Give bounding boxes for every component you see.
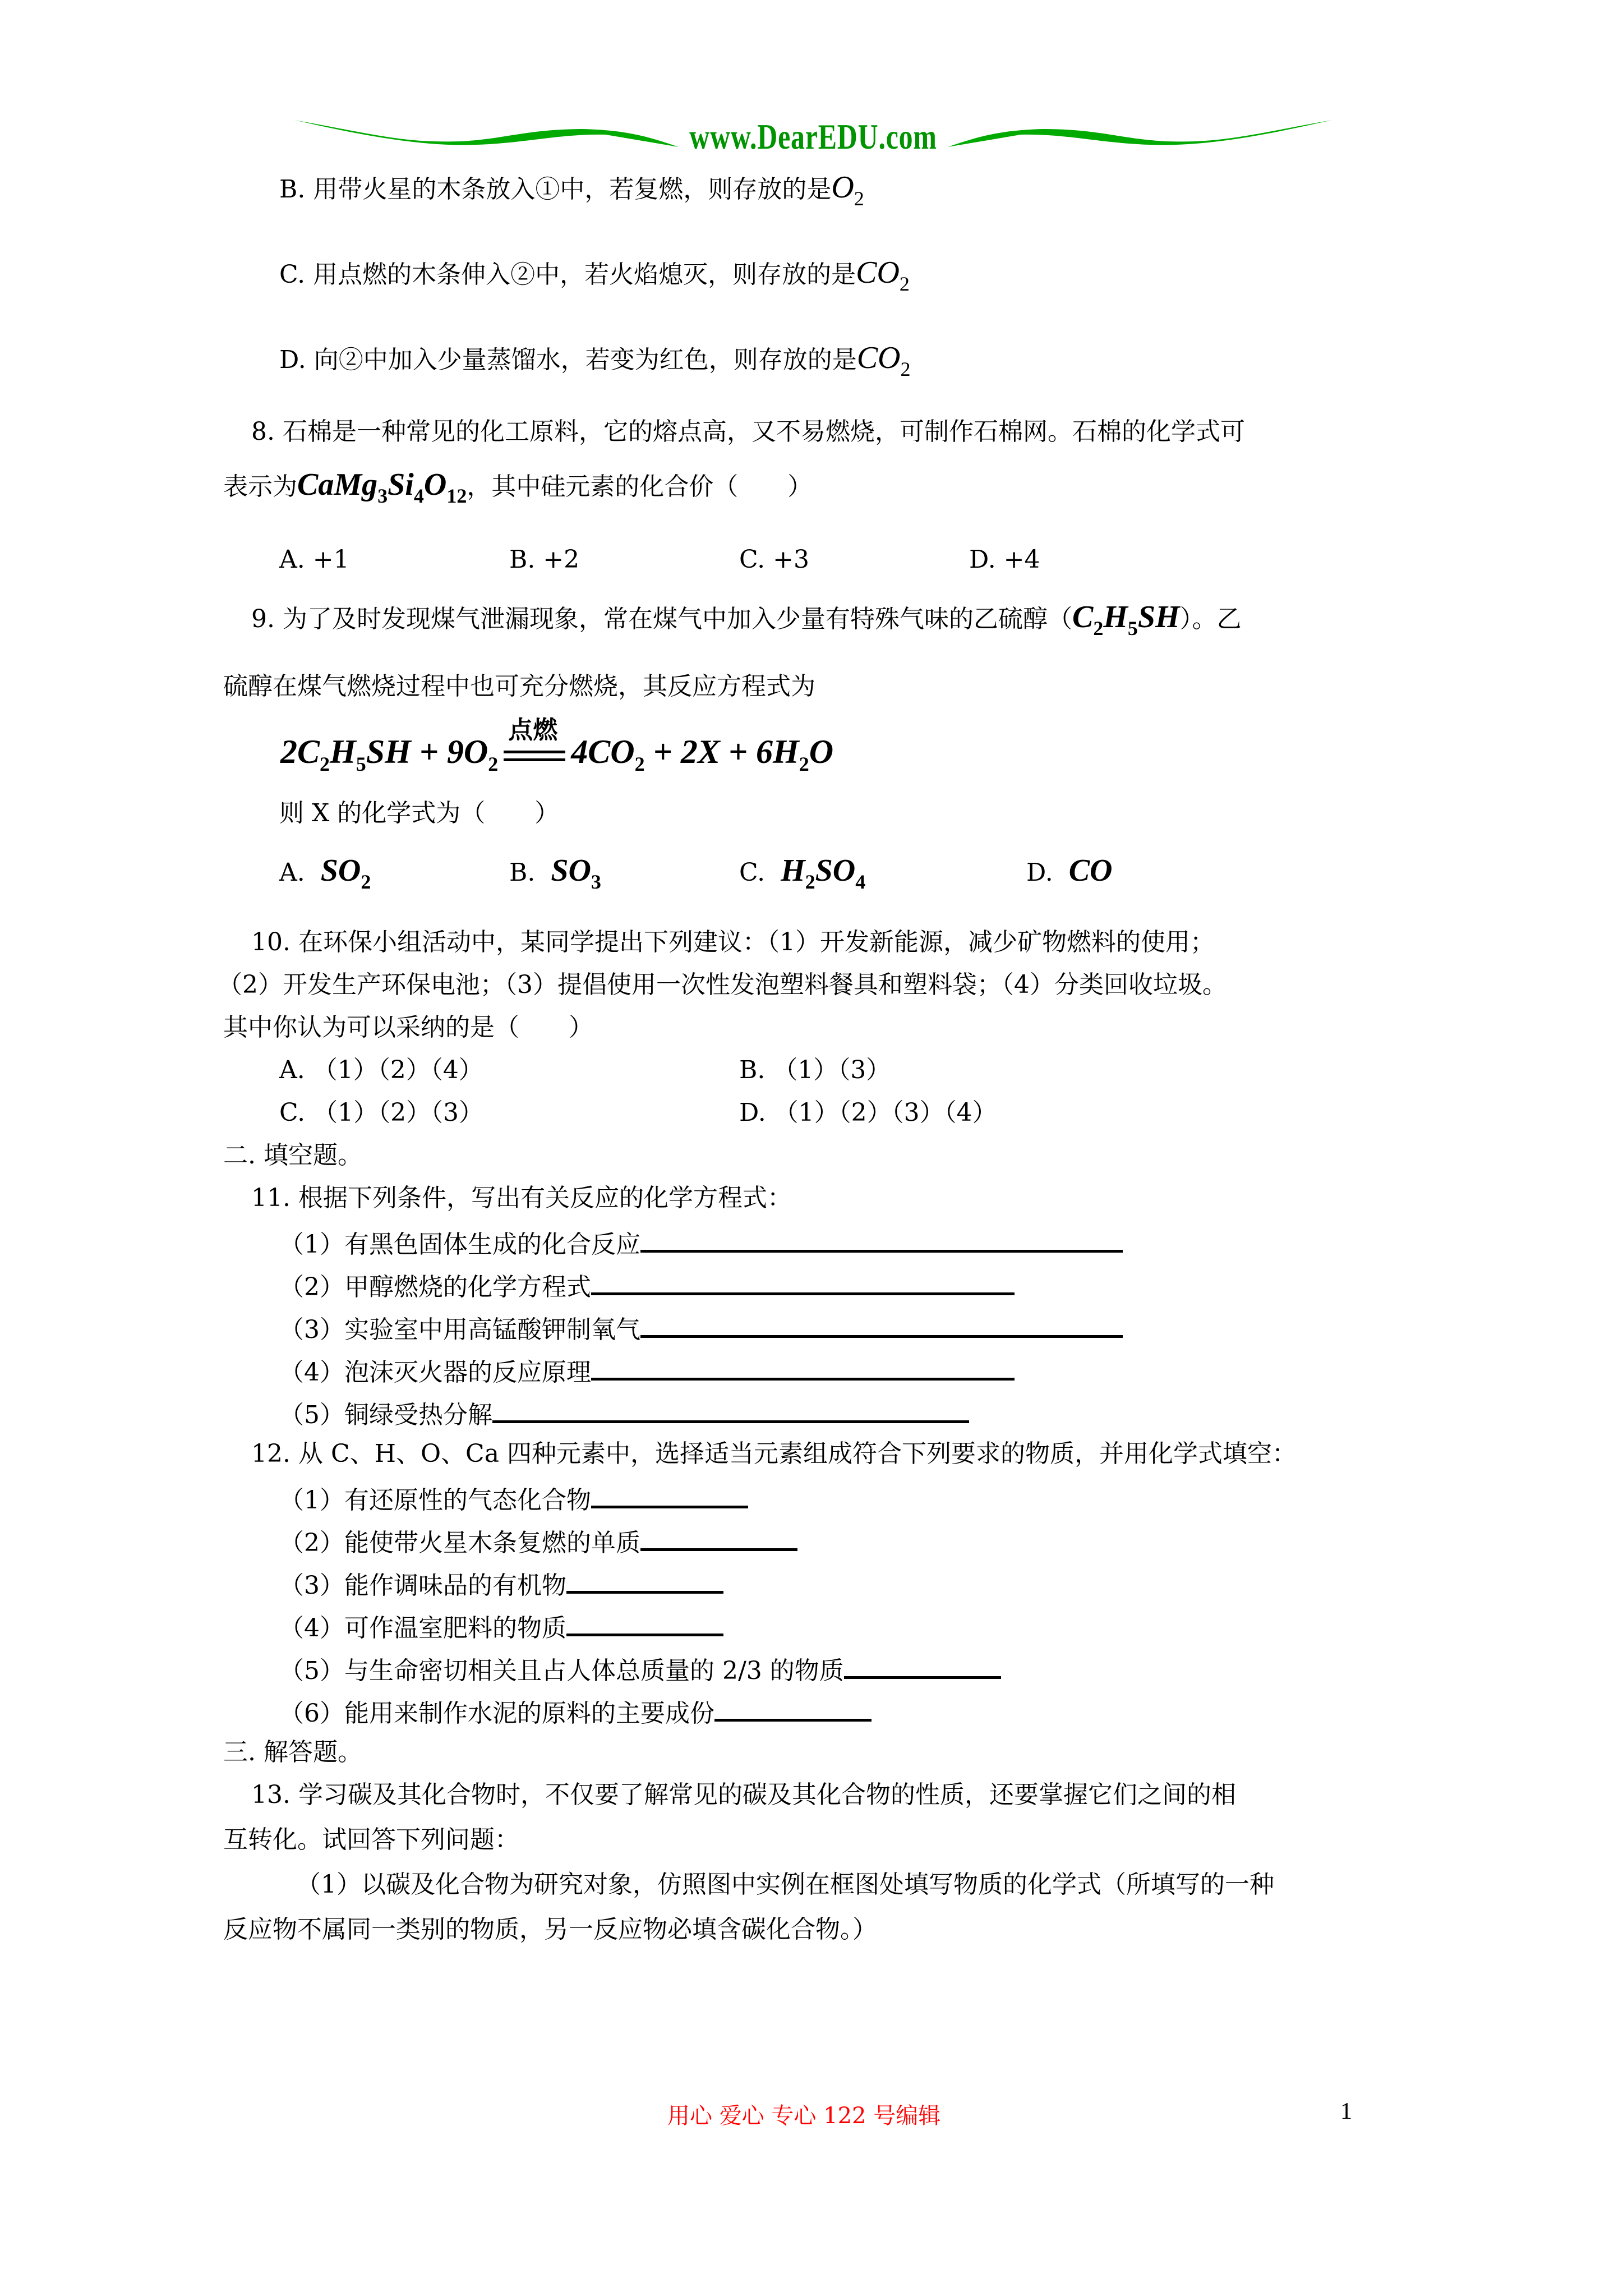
formula [831, 170, 864, 210]
q9-option-c [739, 855, 865, 898]
q8-option-c: C. +3 [739, 545, 809, 574]
reaction-equation [280, 716, 834, 786]
q7-option-d [279, 342, 911, 385]
text-fragment: O [423, 467, 447, 502]
subscript: 4 [855, 871, 866, 893]
q7-option-c [279, 257, 910, 300]
page-number: 1 [1340, 2099, 1352, 2124]
text-fragment [504, 751, 565, 753]
text-fragment [948, 120, 1332, 147]
formula-main: CO [856, 341, 901, 375]
subscript: 5 [356, 753, 366, 775]
text-fragment [320, 853, 371, 893]
text-fragment: H [330, 733, 356, 770]
q10-stem-line2: （2）开发生产环保电池；（3）提倡使用一次性发泡塑料餐具和塑料袋；（4）分类回收垃圾。 [218, 970, 1227, 999]
q8-stem-line2 [223, 469, 812, 512]
text-fragment: SH + 9O [366, 733, 488, 770]
subscript: 2 [320, 753, 330, 775]
text-fragment [1069, 853, 1113, 888]
text-fragment: 2C [280, 733, 320, 770]
text-fragment [294, 120, 679, 147]
q9-option-b [509, 855, 601, 898]
q10-option-a: A. （1）（2）（4） [279, 1056, 483, 1084]
q12-item-3 [279, 1566, 723, 1602]
footer-editor-note: 用心 爱心 专心 122 号编辑 [667, 2103, 941, 2129]
text-fragment: （3）能作调味品的有机物 [279, 1571, 566, 1600]
answer-blank[interactable] [566, 1609, 723, 1636]
q11-item-1 [279, 1225, 1123, 1260]
answer-blank[interactable] [640, 1524, 797, 1551]
text-fragment: SO [551, 853, 591, 888]
q12-item-1 [279, 1481, 748, 1516]
option-text: 用带火星的木条放入①中，若复燃，则存放的是 [313, 175, 832, 204]
text-fragment [551, 853, 601, 893]
formula-sub: 2 [900, 358, 911, 380]
formula-main: O [831, 170, 854, 205]
answer-blank[interactable] [591, 1481, 748, 1508]
subscript: 4 [413, 485, 424, 507]
subscript: 3 [591, 871, 601, 893]
subscript: 3 [377, 485, 388, 507]
text-fragment: （1）有还原性的气态化合物 [279, 1486, 591, 1515]
q9-prefix: 9. 为了及时发现煤气泄漏现象，常在煤气中加入少量有特殊气味的乙硫醇（ [251, 605, 1072, 633]
option-label: D. [279, 346, 306, 374]
text-fragment: C. [739, 858, 766, 887]
q11-item-3 [279, 1310, 1123, 1346]
q7-option-b [279, 172, 864, 214]
q11-stem: 11. 根据下列条件，写出有关反应的化学方程式： [251, 1184, 792, 1212]
q12-item-2 [279, 1524, 797, 1559]
q12-item-5 [279, 1651, 1001, 1687]
q13-line3: （1）以碳及化合物为研究对象，仿照图中实例在框图处填写物质的化学式（所填写的一种 [296, 1870, 1274, 1899]
answer-blank[interactable] [591, 1268, 1015, 1295]
equals-sign-with-condition [504, 716, 565, 772]
q10-option-c: C. （1）（2）（3） [279, 1098, 484, 1127]
text-fragment: （4）泡沫灭火器的反应原理 [279, 1358, 591, 1387]
text-fragment: SH [1137, 600, 1180, 634]
reaction-condition: 点燃 [508, 716, 558, 745]
answer-blank[interactable] [566, 1566, 723, 1594]
q8-suffix: ，其中硅元素的化合价（ ） [467, 472, 813, 501]
subscript: 2 [805, 871, 815, 893]
subscript: 12 [446, 485, 467, 507]
ethanethiol-formula [1072, 600, 1180, 639]
q8-option-d: D. +4 [969, 545, 1040, 574]
text-fragment: （3）实验室中用高锰酸钾制氧气 [279, 1315, 640, 1344]
text-fragment: （5）铜绿受热分解 [279, 1401, 492, 1429]
answer-blank[interactable] [844, 1651, 1001, 1679]
q9-question: 则 X 的化学式为（ ） [279, 799, 560, 827]
section-3-title: 三. 解答题。 [223, 1738, 362, 1766]
q9-option-d [1026, 855, 1112, 889]
q8-stem-line1: 8. 石棉是一种常见的化工原料，它的熔点高，又不易燃烧，可制作石棉网。石棉的化学式可 [251, 417, 1245, 446]
subscript: 2 [799, 753, 809, 775]
subscript: 2 [488, 753, 499, 775]
q13-line1: 13. 学习碳及其化合物时，不仅要了解常见的碳及其化合物的性质，还要掌握它们之间的相 [251, 1780, 1236, 1809]
banner-site-name: www.DearEDU.com [689, 117, 937, 157]
q11-item-2 [279, 1268, 1015, 1303]
subscript: 2 [361, 871, 371, 893]
q8-prefix: 表示为 [223, 472, 297, 501]
text-fragment: D. [1026, 858, 1053, 887]
text-fragment: 4CO [571, 733, 635, 770]
formula-main: CO [856, 255, 900, 290]
text-fragment: SO [320, 853, 361, 888]
subscript: 5 [1127, 617, 1138, 639]
formula [856, 255, 910, 295]
subscript: 2 [634, 753, 645, 775]
text-fragment: C [1072, 600, 1094, 634]
text-fragment: （2）甲醇燃烧的化学方程式 [279, 1273, 591, 1301]
formula-sub: 2 [854, 187, 864, 210]
text-fragment: （2）能使带火星木条复燃的单质 [279, 1529, 640, 1557]
q11-item-5 [279, 1396, 969, 1431]
text-fragment: H [1103, 600, 1128, 634]
q9-stem-line1 [251, 601, 1242, 644]
answer-blank[interactable] [640, 1310, 1123, 1338]
q10-option-b: B. （1）（3） [739, 1056, 891, 1084]
answer-blank[interactable] [591, 1353, 1015, 1381]
q11-item-4 [279, 1353, 1015, 1388]
answer-blank[interactable] [714, 1694, 872, 1722]
q10-stem-line1: 10. 在环保小组活动中，某同学提出下列建议：（1）开发新能源，减少矿物燃料的使用； [251, 928, 1215, 956]
text-fragment: H [781, 853, 805, 888]
text-fragment: CaMg [297, 467, 378, 502]
option-label: B. [279, 175, 306, 204]
answer-blank[interactable] [492, 1396, 969, 1423]
q9-suffix: ）。乙 [1179, 605, 1242, 633]
text-fragment [781, 853, 866, 893]
q12-item-6 [279, 1694, 872, 1729]
text-fragment: （4）可作温室肥料的物质 [279, 1614, 566, 1642]
option-text: 向②中加入少量蒸馏水，若变为红色，则存放的是 [313, 346, 857, 374]
option-label: C. [279, 260, 306, 289]
formula [856, 341, 911, 380]
text-fragment: （6）能用来制作水泥的原料的主要成份 [279, 1699, 714, 1728]
q12-item-4 [279, 1609, 723, 1644]
text-fragment: + 2X + 6H [644, 733, 799, 770]
subscript: 2 [1093, 617, 1104, 639]
text-fragment: O [809, 733, 834, 770]
q13-line4: 反应物不属同一类别的物质，另一反应物必填含碳化合物。） [223, 1915, 877, 1944]
q9-option-a [279, 855, 371, 898]
q8-option-a: A. +1 [279, 545, 349, 574]
text-fragment [504, 758, 565, 761]
q8-option-b: B. +2 [509, 545, 580, 574]
section-2-title: 二. 填空题。 [223, 1141, 362, 1170]
asbestos-formula [297, 467, 467, 507]
text-fragment: （1）有黑色固体生成的化合反应 [279, 1230, 640, 1259]
q10-option-d: D. （1）（2）（3）（4） [739, 1098, 997, 1127]
text-fragment: A. [279, 858, 305, 887]
formula-sub: 2 [899, 273, 910, 295]
text-fragment: SO [815, 853, 856, 888]
option-text: 用点燃的木条伸入②中，若火焰熄灭，则存放的是 [313, 260, 856, 289]
text-fragment: CO [1068, 853, 1113, 888]
header-banner [292, 112, 1335, 163]
q10-stem-line3: 其中你认为可以采纳的是（ ） [223, 1013, 593, 1042]
q12-stem: 12. 从 C、H、O、Ca 四种元素中，选择适当元素组成符合下列要求的物质，并用化学式填空： [251, 1439, 1297, 1468]
q9-stem-line2: 硫醇在煤气燃烧过程中也可充分燃烧，其反应方程式为 [223, 672, 815, 701]
text-fragment: B. [509, 858, 536, 887]
text-fragment: （5）与生命密切相关且占人体总质量的 2/3 的物质 [279, 1657, 844, 1685]
q13-line2: 互转化。试回答下列问题： [223, 1825, 519, 1854]
answer-blank[interactable] [640, 1225, 1123, 1253]
text-fragment: Si [388, 467, 414, 502]
